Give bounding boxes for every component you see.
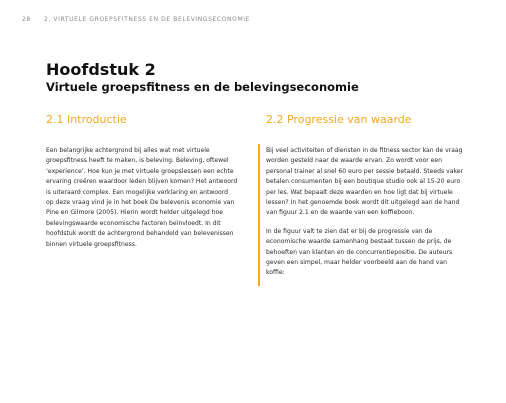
running-header: [22, 16, 250, 23]
text-line: per les. Wat bepaalt deze waarden en hoe ligt dat bij virtuele: [266, 188, 453, 196]
text-line: economische waarde samenhang bestaat tussen de prijs, de: [266, 238, 452, 246]
text-line: Pine en Gilmore (2005). Hierin wordt helder uitgelegd hoe: [46, 209, 224, 217]
page-number: 28: [22, 16, 31, 23]
text-line: koffie:: [266, 269, 285, 277]
text-line: geven een simpel, maar helder voorbeeld aan de hand van: [266, 259, 447, 267]
accent-rule: [258, 144, 260, 286]
column-introductie: [46, 146, 246, 258]
paragraph: [266, 227, 480, 279]
running-title: 2. VIRTUELE GROEPSFITNESS EN DE BELEVINGSECONOMIE: [44, 16, 250, 23]
column-progressie: [266, 146, 480, 287]
text-line: worden gesteld naar de waarde ervan. Zo wordt voor een: [266, 157, 443, 165]
text-line: ervaring creëren waardoor leden blijven komen? Het antwoord: [46, 178, 238, 186]
text-line: Een belangrijke achtergrond bij alles wat met virtuele: [46, 147, 210, 154]
text-line: ‘experience’. Hoe kun je met virtuele groepslessen een echte: [46, 167, 234, 175]
text-line: betalen consumenten bij een boutique studio ook al 15-20 euro: [266, 178, 461, 186]
text-line: binnen virtuele groepsfitness.: [46, 240, 137, 248]
text-line: In de figuur valt te zien dat er bij de progressie van de: [266, 227, 433, 235]
paragraph: [266, 146, 480, 219]
section-heading-progressie: 2.2 Progressie van waarde: [266, 113, 412, 126]
chapter-subtitle: Virtuele groepsfitness en de belevingseconomie: [46, 80, 359, 94]
text-line: hoofdstuk wordt de achtergrond behandeld van belevenissen: [46, 230, 234, 238]
section-heading-introductie: 2.1 Introductie: [46, 113, 127, 126]
text-line: Bij veel activiteiten of diensten in de fitness sector kan de vraag: [266, 147, 463, 154]
text-line: lessen? In het genoemde boek wordt dit uitgelegd aan de hand: [266, 199, 460, 207]
chapter-title: Hoofdstuk 2: [46, 60, 156, 79]
text-line: van figuur 2.1 en de waarde van een koffieboon.: [266, 209, 415, 217]
text-line: behoeften van klanten en de concurrentiepositie. De auteurs: [266, 248, 453, 256]
text-line: groepsfitness heeft te maken, is beleving. Beleving, oftewel: [46, 157, 229, 165]
text-line: belevingswaarde economische factoren beïnvloedt. In dit: [46, 219, 221, 227]
text-line: personal trainer al snel 60 euro per sessie betaald. Steeds vaker: [266, 167, 464, 175]
text-line: op deze vraag vind je in het boek De belevenis economie van: [46, 199, 235, 207]
text-line: is uiteraard complex. Een mogelijke verklaring en antwoord: [46, 188, 229, 196]
paragraph: [46, 146, 246, 250]
